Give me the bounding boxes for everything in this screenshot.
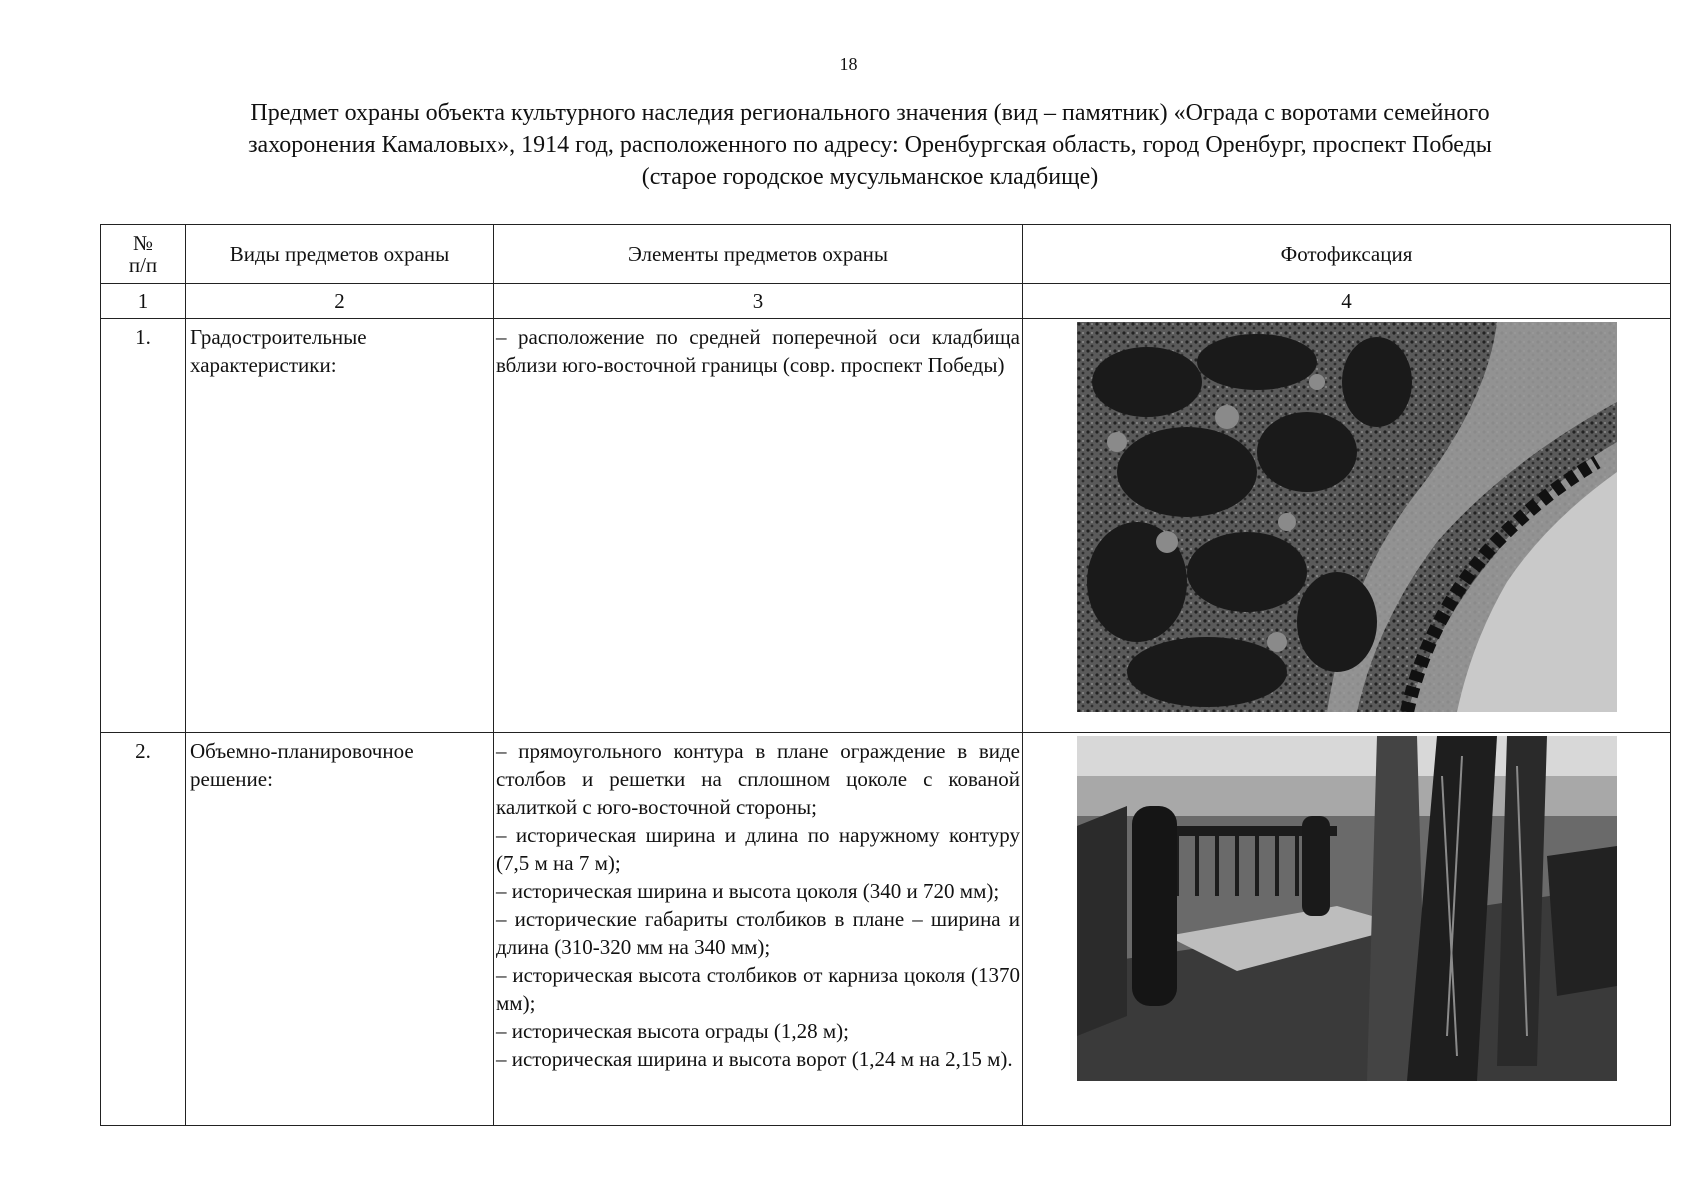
element-item: – расположение по средней поперечной оси кладбища вблизи юго-восточной границы (совр. проспект Победы) [496, 325, 1020, 377]
element-item: – историческая высота ограды (1,28 м); [496, 1019, 849, 1043]
header-number-symbol: № [132, 231, 154, 255]
header-number [101, 225, 186, 284]
row-number: 2. [101, 733, 186, 1126]
photo-trees-aerial-icon [1077, 322, 1617, 712]
column-number: 4 [1023, 284, 1671, 319]
photo-cell [1023, 733, 1671, 1126]
column-number: 1 [101, 284, 186, 319]
title-line-3: (старое городское мусульманское кладбище) [641, 164, 1099, 190]
photo-fence-trees-icon [1077, 736, 1617, 1081]
title-line-1: Предмет охраны объекта культурного наследия регионального значения (вид – памятник) «Ограда с воротами семейного [250, 100, 1490, 126]
title-line-2: захоронения Камаловых», 1914 год, расположенного по адресу: Оренбургская область, город Оренбург, проспект Победы [248, 132, 1492, 158]
photo-cell [1023, 319, 1671, 733]
protection-kind: Объемно-планировочное решение: [186, 733, 494, 1126]
column-number: 2 [186, 284, 494, 319]
page-number: 18 [839, 54, 858, 74]
row-number: 1. [101, 319, 186, 733]
protection-kind: Градостроительные характеристики: [186, 319, 494, 733]
element-item: – прямоугольного контура в плане ограждение в виде столбов и решетки на сплошном цоколе с кованой калиткой с юго-восточной стороны; [496, 739, 1020, 819]
table-row [101, 319, 1671, 733]
element-item: – историческая высота столбиков от карниза цоколя (1370 мм); [496, 963, 1020, 1015]
element-item: – исторические габариты столбиков в плане – ширина и длина (310-320 мм на 340 мм); [496, 907, 1020, 959]
column-number: 3 [494, 284, 1023, 319]
element-item: – историческая ширина и высота ворот (1,24 м на 2,15 м). [496, 1047, 1013, 1071]
header-number-abbr: п/п [128, 253, 158, 277]
header-kinds: Виды предметов охраны [186, 225, 494, 284]
element-item: – историческая ширина и длина по наружному контуру (7,5 м на 7 м); [496, 823, 1020, 875]
protection-elements [494, 733, 1023, 1126]
table-row [101, 733, 1671, 1126]
header-row [101, 225, 1671, 284]
document-title [110, 97, 1630, 193]
header-elements: Элементы предметов охраны [494, 225, 1023, 284]
protection-table [100, 224, 1671, 1126]
column-number-row [101, 284, 1671, 319]
header-photo: Фотофиксация [1023, 225, 1671, 284]
protection-elements [494, 319, 1023, 733]
element-item: – историческая ширина и высота цоколя (340 и 720 мм); [496, 879, 1000, 903]
